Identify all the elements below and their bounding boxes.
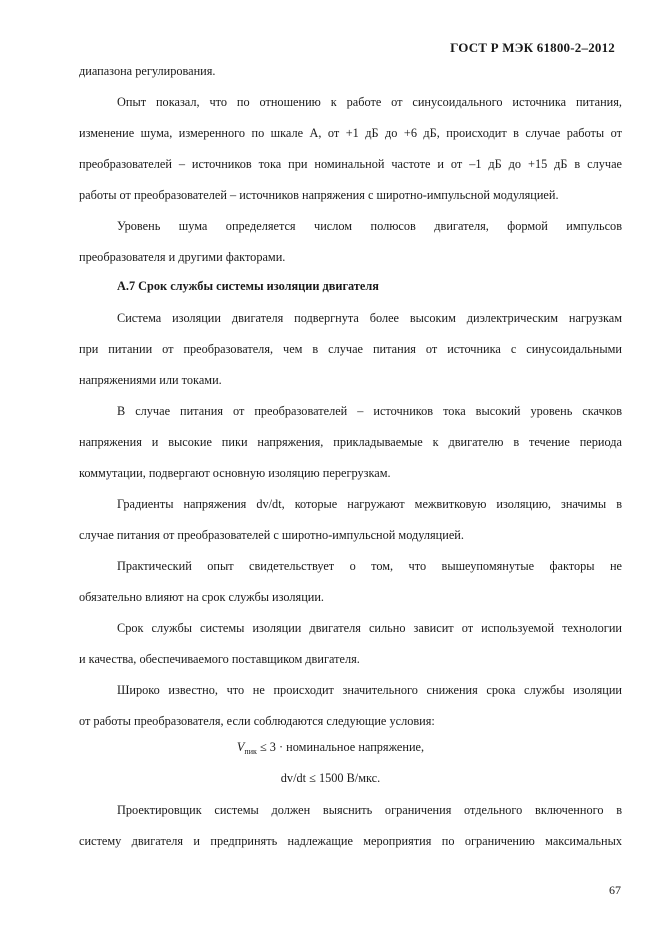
text-line: систему двигателя и предпринять надлежащие мероприятия по ограничению максимальных bbox=[79, 834, 622, 848]
text-line: преобразователей – источников тока при номинальной частоте и от –1 дБ до +15 дБ в случае bbox=[79, 157, 622, 171]
text-line: напряжения и высокие пики напряжения, прикладываемые к двигателю в течение периода bbox=[79, 435, 622, 449]
text-line: изменение шума, измеренного по шкале А, от +1 дБ до +6 дБ, происходит в случае работы от bbox=[79, 126, 622, 140]
text-line: Проектировщик системы должен выяснить ограничения отдельного включенного в bbox=[117, 803, 622, 817]
text-line: коммутации, подвергают основную изоляцию перегрузкам. bbox=[79, 466, 391, 480]
text-line: Система изоляции двигателя подвергнута более высоким диэлектрическим нагрузкам bbox=[117, 311, 622, 325]
text-line: Срок службы системы изоляции двигателя сильно зависит от используемой технологии bbox=[117, 621, 622, 635]
formula-voltage-peak bbox=[0, 740, 661, 756]
text-line: Уровень шума определяется числом полюсов двигателя, формой импульсов bbox=[117, 219, 622, 233]
text-line: Широко известно, что не происходит значительного снижения срока службы изоляции bbox=[117, 683, 622, 697]
text-line: преобразователя и другими факторами. bbox=[79, 250, 286, 264]
section-heading: А.7 Срок службы системы изоляции двигателя bbox=[117, 279, 379, 293]
text-line: Практический опыт свидетельствует о том, что вышеупомянутые факторы не bbox=[117, 559, 622, 573]
text-line: работы от преобразователей – источников напряжения с широтно-импульсной модуляцией. bbox=[79, 188, 559, 202]
text-line: напряжениями или токами. bbox=[79, 373, 222, 387]
formula-dvdt: dv/dt ≤ 1500 В/мкс. bbox=[280, 771, 381, 785]
text-line: и качества, обеспечиваемого поставщиком двигателя. bbox=[79, 652, 360, 666]
page-number: 67 bbox=[609, 883, 621, 897]
text-line: Опыт показал, что по отношению к работе от синусоидального источника питания, bbox=[117, 95, 622, 109]
text-line: В случае питания от преобразователей – источников тока высокий уровень скачков bbox=[117, 404, 622, 418]
text-line: от работы преобразователя, если соблюдаются следующие условия: bbox=[79, 714, 435, 728]
text-line: обязательно влияют на срок службы изоляции. bbox=[79, 590, 325, 604]
formula-variable: V bbox=[236, 740, 245, 754]
text-line: Градиенты напряжения dv/dt, которые нагружают межвитковую изоляцию, значимы в bbox=[117, 497, 622, 511]
document-code-header: ГОСТ Р МЭК 61800-2–2012 bbox=[450, 40, 615, 55]
formula-subscript: пик bbox=[244, 747, 257, 756]
formula-rest: ≤ 3 · номинальное напряжение, bbox=[256, 740, 425, 754]
text-line: случае питания от преобразователей с широтно-импульсной модуляцией. bbox=[79, 528, 464, 542]
text-line: при питании от преобразователя, чем в случае питания от источника с синусоидальными bbox=[79, 342, 622, 356]
text-line: диапазона регулирования. bbox=[79, 64, 216, 78]
